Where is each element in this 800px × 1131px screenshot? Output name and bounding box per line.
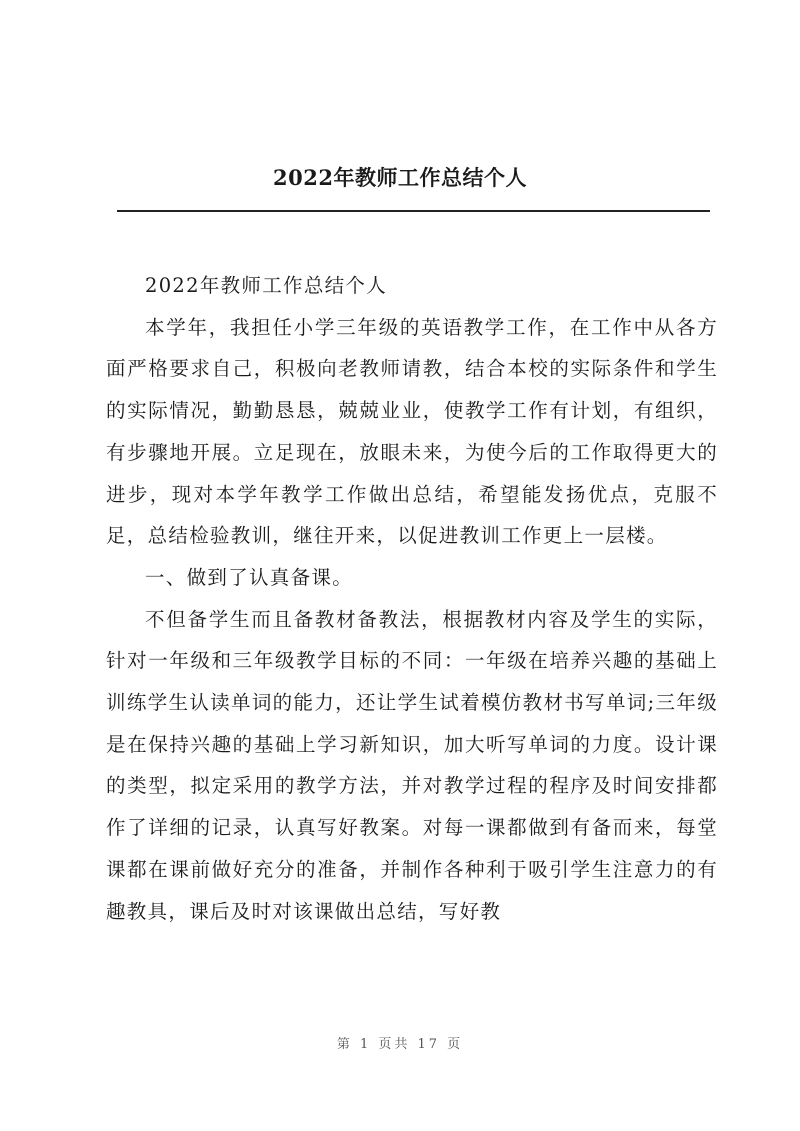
paragraph-section-body: 不但备学生而且备教材备教法，根据教材内容及学生的实际，针对一年级和三年级教学目标的不同：一年级在培养兴趣的基础上训练学生认读单词的能力，还让学生试着模仿教材书写单词;三年级是在保持兴趣的基础上学习新知识，加大听写单词的力度。设计课的类型，拟定采用的教学方法，并对教学过程的程序及时间安排都作了详细的记录，认真写好教案。对每一课都做到有备而来，每堂课都在课前做好充分的准备，并制作各种利于吸引学生注意力的有趣教具，课后及时对该课做出总结，写好教 — [106, 607, 718, 923]
title-divider — [117, 210, 710, 212]
document-body — [106, 265, 718, 932]
paragraph-intro: 本学年，我担任小学三年级的英语教学工作，在工作中从各方面严格要求自己，积极向老教师请教，结合本校的实际条件和学生的实际情况，勤勤恳恳，兢兢业业，使教学工作有计划，有组织，有步骤地开展。立足现在，放眼未来，为使今后的工作取得更大的进步，现对本学年教学工作做出总结，希望能发扬优点，克服不足，总结检验教训，继往开来，以促进教训工作更上一层楼。 — [106, 315, 718, 548]
page-number-footer: 第 1 页共 17 页 — [336, 1037, 464, 1052]
document-title: 2022年教师工作总结个人 — [273, 165, 527, 190]
paragraph-section-heading: 一、做到了认真备课。 — [145, 565, 354, 589]
paragraph-heading: 2022年教师工作总结个人 — [145, 274, 388, 297]
